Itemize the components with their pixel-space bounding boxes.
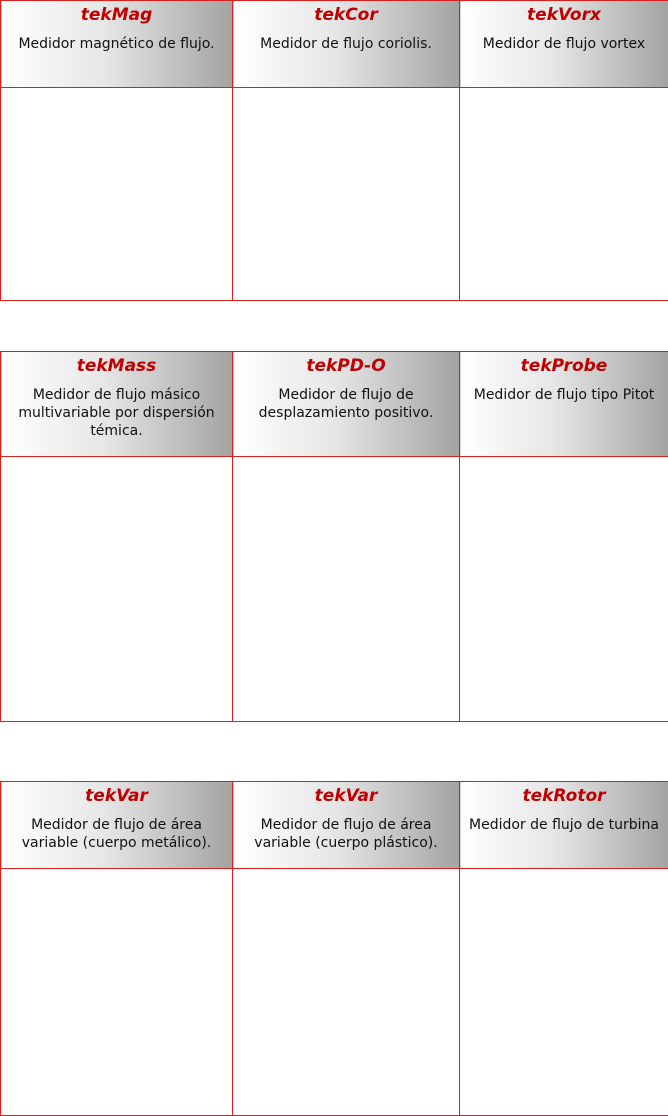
product-card-header <box>460 1 668 88</box>
product-image-area[interactable] <box>1 869 233 1116</box>
product-image-area[interactable] <box>1 88 233 301</box>
product-card-header <box>1 352 233 457</box>
product-image-row <box>1 869 668 1116</box>
product-description: Medidor de flujo de área variable (cuerpo metálico). <box>1 806 232 852</box>
product-image-area[interactable] <box>460 88 668 301</box>
product-table-1 <box>0 0 668 301</box>
product-image-area[interactable] <box>1 457 233 722</box>
product-image-area[interactable] <box>233 869 460 1116</box>
product-card-header <box>460 782 668 869</box>
product-image-area[interactable] <box>233 457 460 722</box>
product-title-link[interactable]: tekVar <box>233 782 459 806</box>
product-image-area[interactable] <box>233 88 460 301</box>
product-image-row <box>1 457 668 722</box>
product-description: Medidor magnético de flujo. <box>1 25 232 53</box>
product-title-link[interactable]: tekRotor <box>460 782 668 806</box>
product-title-link[interactable]: tekProbe <box>460 352 668 376</box>
product-description: Medidor de flujo vortex <box>460 25 668 53</box>
product-description: Medidor de flujo tipo Pitot <box>460 376 668 404</box>
product-image-row <box>1 88 668 301</box>
product-table-2 <box>0 351 668 722</box>
product-title-link[interactable]: tekMass <box>1 352 232 376</box>
product-description: Medidor de flujo de turbina <box>460 806 668 834</box>
product-table-3 <box>0 781 668 1116</box>
product-card-header <box>233 352 460 457</box>
product-card-header <box>233 782 460 869</box>
product-description: Medidor de flujo de desplazamiento positivo. <box>233 376 459 422</box>
product-description: Medidor de flujo de área variable (cuerpo plástico). <box>233 806 459 852</box>
product-image-area[interactable] <box>460 869 668 1116</box>
product-card-header <box>233 1 460 88</box>
product-title-link[interactable]: tekMag <box>1 1 232 25</box>
product-card-header <box>1 1 233 88</box>
product-description: Medidor de flujo coriolis. <box>233 25 459 53</box>
product-title-link[interactable]: tekVar <box>1 782 232 806</box>
product-title-link[interactable]: tekPD-O <box>233 352 459 376</box>
product-card-header <box>460 352 668 457</box>
product-header-row <box>1 782 668 869</box>
product-title-link[interactable]: tekCor <box>233 1 459 25</box>
product-card-header <box>1 782 233 869</box>
product-header-row <box>1 1 668 88</box>
product-description: Medidor de flujo másico multivariable por dispersión témica. <box>1 376 232 440</box>
product-header-row <box>1 352 668 457</box>
product-title-link[interactable]: tekVorx <box>460 1 668 25</box>
product-image-area[interactable] <box>460 457 668 722</box>
